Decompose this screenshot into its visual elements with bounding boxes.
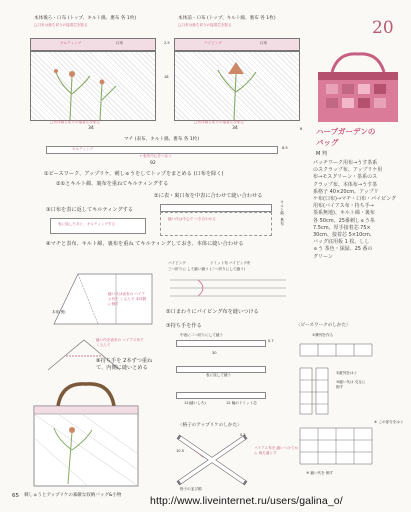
flower-applique-icon	[204, 60, 274, 120]
top-right-header: 本体前・口布 (トップ、キルト綿、裏布 各 1枚)	[178, 16, 276, 21]
top-right-band	[174, 38, 300, 51]
applique-note: バイアス布を 縫いつけてから 裁ち落とす	[254, 446, 299, 455]
material-line: グリーン	[313, 253, 333, 260]
handbag-illustration-icon	[28, 378, 144, 488]
top-right-band-label: 口布	[260, 41, 268, 45]
label-d3: (二つ折りにして縫う)	[210, 267, 246, 271]
material-line: 布→モスグリーン・茶系のス	[313, 174, 378, 181]
piecework-step5: ⑤ 縫い代を 倒す	[306, 471, 334, 475]
footer-page: 65	[12, 493, 19, 499]
applique-note2: 格子の並び順	[180, 487, 202, 491]
material-line: パッチワーク用布→うす茶系	[313, 160, 378, 166]
top-right-piping-label: パイピング	[204, 41, 222, 45]
watermark: http://www.liveinternet.ru/users/galina_o/	[150, 495, 343, 507]
step-3-note: 表に返したあと、キルティングする	[58, 222, 116, 226]
note-bias: 縫い代を表布の バイアス布で くるんで	[96, 338, 144, 347]
step-3-title: ③口布を表に返してキルティングする	[46, 207, 134, 213]
gusset-height: 6.5	[282, 146, 288, 150]
gusset-header: マチ (表布、キルト綿、裏布 各 1枚)	[124, 137, 200, 142]
dim-34-left: 34	[88, 126, 94, 131]
top-left-band-label: 口布	[116, 41, 124, 45]
dim-25: 2.5	[164, 41, 170, 45]
materials-list	[313, 160, 407, 261]
applique-dim2: 0.5	[240, 433, 246, 437]
handle-len: 0.7	[268, 339, 274, 343]
piecework-step3: ③縫い代は 交互に倒す	[336, 380, 366, 389]
handle-strip-1	[176, 340, 266, 347]
footer-text: 刺しゅうとアップリケの素敵な収納バッグ&小物	[24, 493, 122, 498]
dim-34-right: 34	[232, 126, 238, 131]
material-line: ケ布(口布)→マチ・口布・パイピング	[313, 196, 396, 203]
label-body: 本体(裏)	[52, 310, 66, 314]
label-back: 表に返して縫う	[206, 373, 232, 377]
title-main: ハーブガーデンの	[316, 127, 376, 136]
bag-photo-icon	[314, 52, 402, 124]
applique-dim1: 10.5	[176, 449, 185, 453]
top-right-note: □口布は裁ち切りの接着芯を貼る	[178, 23, 232, 27]
title-size: M 判	[316, 151, 327, 157]
applique-title: 〈格子のアップリケのしかた〉	[178, 423, 242, 428]
material-line: 各 50cm、25番刺しゅう糸	[313, 217, 375, 224]
material-line: 系格子 40×20cm、アップリ	[313, 188, 379, 195]
piping-diagram	[168, 276, 288, 300]
dim-6: 6	[300, 127, 303, 131]
label-12b: 12 幅のドミット芯	[226, 401, 257, 405]
piecework-step1: ①横列を作る	[312, 333, 334, 337]
label-12: 12(縫いしろ)	[184, 401, 206, 405]
material-line: 用布(バイアス布・持ち手→	[313, 203, 374, 210]
gusset-dim: 92	[150, 161, 156, 166]
page-number: 20	[372, 18, 394, 38]
note-sew: 縫い代は表布の バイアス布で くるんで 本体側に倒す	[108, 292, 147, 306]
material-line: 茶系無地)、キルト綿・裏布	[313, 210, 375, 217]
top-left-bottom-note: □布は裁ち切りの接着芯を貼る	[50, 120, 101, 124]
top-left-quilt-label: キルティング	[60, 41, 82, 45]
top-right-bottom-note: □布は裁ち切りの接着芯を貼る	[194, 120, 245, 124]
step-1a: ①ピースワーク、アップリケ、刺しゅうをしてトップをまとめる (口布を除く)	[44, 171, 224, 177]
top-left-header: 本体後ろ・口布 (トップ、キルト綿、裏布 各 1枚)	[34, 16, 137, 21]
label-d1: 三つ折りに して縫い縫う	[168, 267, 209, 271]
dim-18: 18	[164, 75, 169, 79]
material-line: のスクラップ布、アップリケ用	[313, 167, 383, 174]
piecework-diagram	[296, 340, 392, 478]
top-left-diagram	[30, 16, 156, 126]
step-2-strip	[160, 204, 272, 212]
step-8-title: ⑧持ち手を 2本ずつ重ねて、内側に縫いとめる	[96, 358, 153, 371]
flower-applique-icon	[50, 64, 120, 120]
top-left-band	[30, 38, 156, 51]
piecework-title: 〈ピースワークのしかた〉	[296, 323, 351, 328]
material-line: 30cm、接着芯 5×10cm、	[313, 232, 375, 239]
label-d2: ドミット布 パイピング布	[210, 261, 251, 265]
piecework-step4: ④ この部分をはぐ	[374, 420, 404, 424]
lattice-applique-icon	[174, 432, 250, 486]
material-line: バッグ底用板 1 枚、しし	[313, 239, 370, 246]
handle-30: 30	[212, 351, 217, 355]
step-2-side: キルト綿、裏布	[280, 200, 285, 226]
handle-strip-2	[176, 366, 266, 373]
label-cut: 中表に二つ折りにして縫う	[180, 333, 224, 337]
step-2-box	[160, 212, 272, 236]
label-piping: パイピング	[168, 261, 186, 265]
handle-strip-3	[176, 392, 266, 399]
material-line: ゅう 茶色・深緑、25 番の	[313, 246, 373, 253]
material-line: 7.5cm、厚手接着芯 75×	[313, 224, 371, 231]
step-4-title: ④マチと表布、キルト綿、裏布を重ね てキルティングしておき、本体に縫い合わせる	[46, 241, 244, 247]
step-2-title: ②に表・裏口布を中表に合わせて縫い合わせる	[154, 193, 263, 199]
top-left-note: □口布は裁ち切りの接着芯を貼る	[34, 23, 88, 27]
step-5-title: ⑤口まわりにパイピング布を縫いつける	[166, 309, 259, 315]
material-line: クラップ布、本体布→うす茶	[313, 181, 378, 188]
step-2-note: 縫い代は中心で つき合わせる	[168, 217, 216, 221]
step-7-title: ⑦持ち手を作る	[166, 323, 202, 329]
gusset-quilt: キルティング	[72, 147, 94, 151]
gusset-center: ←表布中心をつなぐ	[140, 154, 172, 158]
step-1b: ②①とキルト綿、裏布を重ねてキルティングする	[56, 181, 169, 187]
piecework-step2: ②縦列をはぐ	[336, 371, 358, 375]
title-sub: バッグ	[316, 138, 339, 147]
